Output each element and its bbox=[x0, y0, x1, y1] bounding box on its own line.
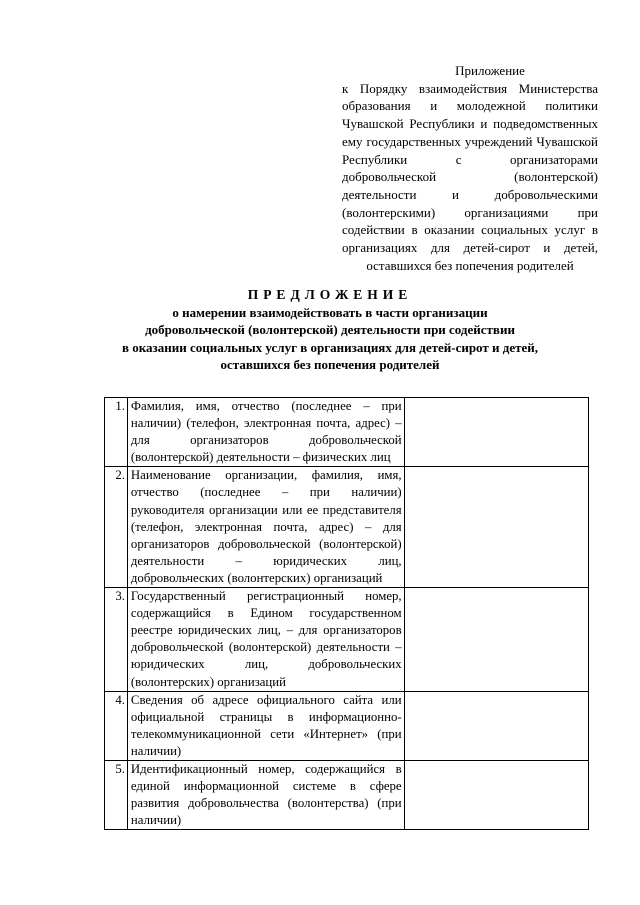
row-value-field[interactable] bbox=[404, 467, 588, 588]
table-row bbox=[105, 588, 589, 692]
row-label: Наименование организации, фамилия, имя, отчество (последнее – при наличии) руководителя организации или ее представителя (телефон, электронная почта, адрес) – для организаторов добровольческой (волонтерской) деятельности – юридических лиц, добровольческих (волонтерских) организаций bbox=[127, 467, 404, 588]
row-number: 5. bbox=[105, 760, 128, 829]
table-row bbox=[105, 691, 589, 760]
row-number: 2. bbox=[105, 467, 128, 588]
row-label: Государственный регистрационный номер, содержащийся в Едином государственном реестре юридических лиц, – для организаторов добровольческой (волонтерской) деятельности – юридических лиц, добровольческих (волонтерских) организаций bbox=[127, 588, 404, 692]
row-label: Идентификационный номер, содержащийся в единой информационной системе в сфере развития добровольчества (волонтерства) (при наличии) bbox=[127, 760, 404, 829]
table-row bbox=[105, 467, 589, 588]
row-label: Сведения об адресе официального сайта или официальной страницы в информационно-телекоммуникационной сети «Интернет» (при наличии) bbox=[127, 691, 404, 760]
row-label: Фамилия, имя, отчество (последнее – при наличии) (телефон, электронная почта, адрес) – для организаторов добровольческой (волонтерской) деятельности – физических лиц bbox=[127, 398, 404, 467]
row-value-field[interactable] bbox=[404, 760, 588, 829]
proposal-form-table bbox=[104, 397, 589, 830]
row-number: 3. bbox=[105, 588, 128, 692]
proposal-subtitle-line: о намерении взаимодействовать в части организации bbox=[172, 304, 488, 320]
proposal-subtitle-line: добровольческой (волонтерской) деятельности при содействии bbox=[145, 322, 515, 338]
table-row bbox=[105, 398, 589, 467]
appendix-header bbox=[342, 62, 598, 274]
row-number: 4. bbox=[105, 691, 128, 760]
row-value-field[interactable] bbox=[404, 398, 588, 467]
proposal-subtitle-line: в оказании социальных услуг в организациях для детей-сирот и детей, bbox=[121, 339, 539, 355]
proposal-subtitle-line: оставшихся без попечения родителей bbox=[220, 357, 440, 373]
proposal-title: ПРЕДЛОЖЕНИЕ bbox=[247, 287, 413, 302]
row-number: 1. bbox=[105, 398, 128, 467]
row-value-field[interactable] bbox=[404, 588, 588, 692]
row-value-field[interactable] bbox=[404, 691, 588, 760]
proposal-heading bbox=[80, 286, 580, 374]
table-row bbox=[105, 760, 589, 829]
appendix-body: к Порядку взаимодействия Министерства образования и молодежной политики Чувашской Республики и подведомственных ему государственных учреждений Чувашской Республики с организаторами добровольческой (волонтерской) деятельности и добровольческими (волонтерскими) организациями при содействии в оказании социальных услуг в организациях для детей-сирот и детей, оставшихся без попечения родителей bbox=[342, 80, 598, 273]
appendix-title: Приложение bbox=[455, 63, 525, 78]
